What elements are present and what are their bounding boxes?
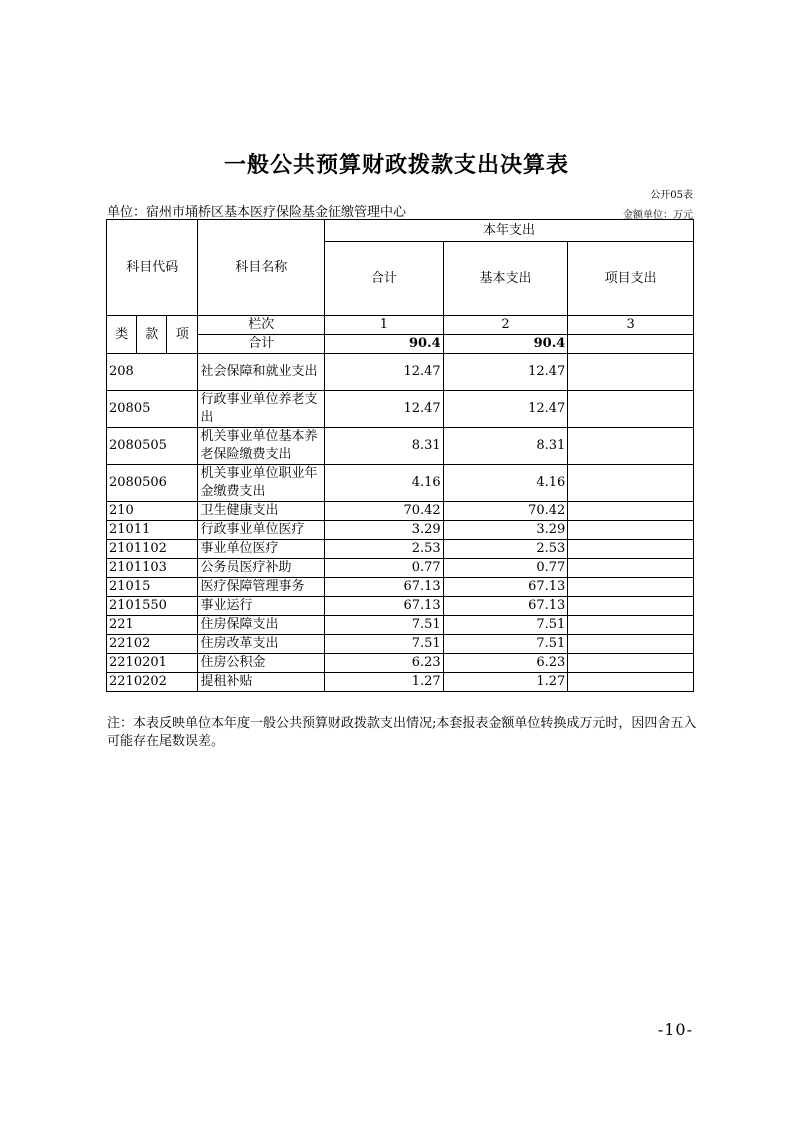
row-basic: 7.51: [443, 635, 568, 654]
row-name: 事业运行: [198, 597, 325, 616]
table-row: [107, 465, 694, 502]
table-row: [107, 616, 694, 635]
row-total: 12.47: [325, 391, 444, 428]
header-xiang: 项: [167, 316, 198, 354]
col-index-2: 2: [443, 316, 568, 335]
row-code: 208: [107, 354, 198, 391]
row-basic: 3.29: [443, 521, 568, 540]
row-basic: 2.53: [443, 540, 568, 559]
row-project: [568, 616, 694, 635]
row-name: 住房公积金: [198, 654, 325, 673]
row-total: 3.29: [325, 521, 444, 540]
row-total: 12.47: [325, 354, 444, 391]
table-row: [107, 502, 694, 521]
row-code: 210: [107, 502, 198, 521]
row-total: 67.13: [325, 597, 444, 616]
table-row: [107, 559, 694, 578]
row-project: [568, 597, 694, 616]
row-project: [568, 559, 694, 578]
row-code: 2080505: [107, 428, 198, 465]
row-project: [568, 428, 694, 465]
header-total: 合计: [325, 242, 444, 316]
row-code: 2101103: [107, 559, 198, 578]
money-unit: 金额单位：万元: [623, 210, 693, 221]
row-code: 2210201: [107, 654, 198, 673]
col-index-1: 1: [325, 316, 444, 335]
sum-basic: 90.4: [443, 335, 568, 354]
row-code: 2080506: [107, 465, 198, 502]
row-code: 20805: [107, 391, 198, 428]
header-lanci: 栏次: [198, 316, 325, 335]
row-basic: 1.27: [443, 673, 568, 692]
table-row: [107, 654, 694, 673]
row-total: 1.27: [325, 673, 444, 692]
row-basic: 70.42: [443, 502, 568, 521]
row-code: 221: [107, 616, 198, 635]
row-total: 7.51: [325, 635, 444, 654]
row-project: [568, 354, 694, 391]
row-total: 70.42: [325, 502, 444, 521]
header-subject-name: 科目名称: [198, 220, 325, 316]
row-project: [568, 540, 694, 559]
table-row: [107, 578, 694, 597]
col-index-3: 3: [568, 316, 694, 335]
form-number: 公开05表: [650, 190, 693, 201]
row-basic: 0.77: [443, 559, 568, 578]
row-total: 0.77: [325, 559, 444, 578]
row-code: 21011: [107, 521, 198, 540]
row-code: 2101550: [107, 597, 198, 616]
row-project: [568, 578, 694, 597]
row-name: 社会保障和就业支出: [198, 354, 325, 391]
row-name: 住房改革支出: [198, 635, 325, 654]
table-note: 注：本表反映单位本年度一般公共预算财政拨款支出情况;本套报表金额单位转换成万元时，因四舍五入可能存在尾数误差。: [107, 716, 697, 749]
row-total: 67.13: [325, 578, 444, 597]
row-name: 机关事业单位职业年金缴费支出: [198, 465, 325, 502]
row-project: [568, 635, 694, 654]
row-code: 21015: [107, 578, 198, 597]
row-basic: 4.16: [443, 465, 568, 502]
table-row: [107, 354, 694, 391]
row-name: 医疗保障管理事务: [198, 578, 325, 597]
header-basic: 基本支出: [443, 242, 568, 316]
row-total: 4.16: [325, 465, 444, 502]
table-row: [107, 428, 694, 465]
row-code: 2210202: [107, 673, 198, 692]
row-project: [568, 673, 694, 692]
row-total: 8.31: [325, 428, 444, 465]
row-basic: 6.23: [443, 654, 568, 673]
reporting-unit: 单位：宿州市埇桥区基本医疗保险基金征缴管理中心: [107, 205, 407, 220]
row-name: 提租补贴: [198, 673, 325, 692]
row-total: 6.23: [325, 654, 444, 673]
page-title: 一般公共预算财政拨款支出决算表: [223, 152, 569, 178]
header-subject-code: 科目代码: [107, 220, 198, 316]
row-name: 事业单位医疗: [198, 540, 325, 559]
row-name: 住房保障支出: [198, 616, 325, 635]
row-project: [568, 654, 694, 673]
row-project: [568, 391, 694, 428]
row-basic: 12.47: [443, 391, 568, 428]
row-code: 22102: [107, 635, 198, 654]
table-row: [107, 673, 694, 692]
table-row: [107, 521, 694, 540]
row-basic: 67.13: [443, 578, 568, 597]
row-name: 行政事业单位医疗: [198, 521, 325, 540]
row-name: 行政事业单位养老支出: [198, 391, 325, 428]
row-name: 公务员医疗补助: [198, 559, 325, 578]
table-row: [107, 635, 694, 654]
sum-total: 90.4: [325, 335, 444, 354]
header-current-year: 本年支出: [325, 220, 694, 242]
row-basic: 12.47: [443, 354, 568, 391]
row-basic: 7.51: [443, 616, 568, 635]
sum-project: [568, 335, 694, 354]
header-project: 项目支出: [568, 242, 694, 316]
row-total: 2.53: [325, 540, 444, 559]
table-row: [107, 391, 694, 428]
row-project: [568, 502, 694, 521]
expenditure-table: [106, 219, 694, 692]
row-basic: 67.13: [443, 597, 568, 616]
page-number: -10-: [657, 1020, 693, 1039]
row-project: [568, 521, 694, 540]
table-row: [107, 597, 694, 616]
row-basic: 8.31: [443, 428, 568, 465]
row-name: 卫生健康支出: [198, 502, 325, 521]
header-kuan: 款: [137, 316, 167, 354]
table-row: [107, 540, 694, 559]
header-lei: 类: [107, 316, 137, 354]
row-total: 7.51: [325, 616, 444, 635]
row-name: 机关事业单位基本养老保险缴费支出: [198, 428, 325, 465]
row-code: 2101102: [107, 540, 198, 559]
row-project: [568, 465, 694, 502]
sum-label: 合计: [198, 335, 325, 354]
